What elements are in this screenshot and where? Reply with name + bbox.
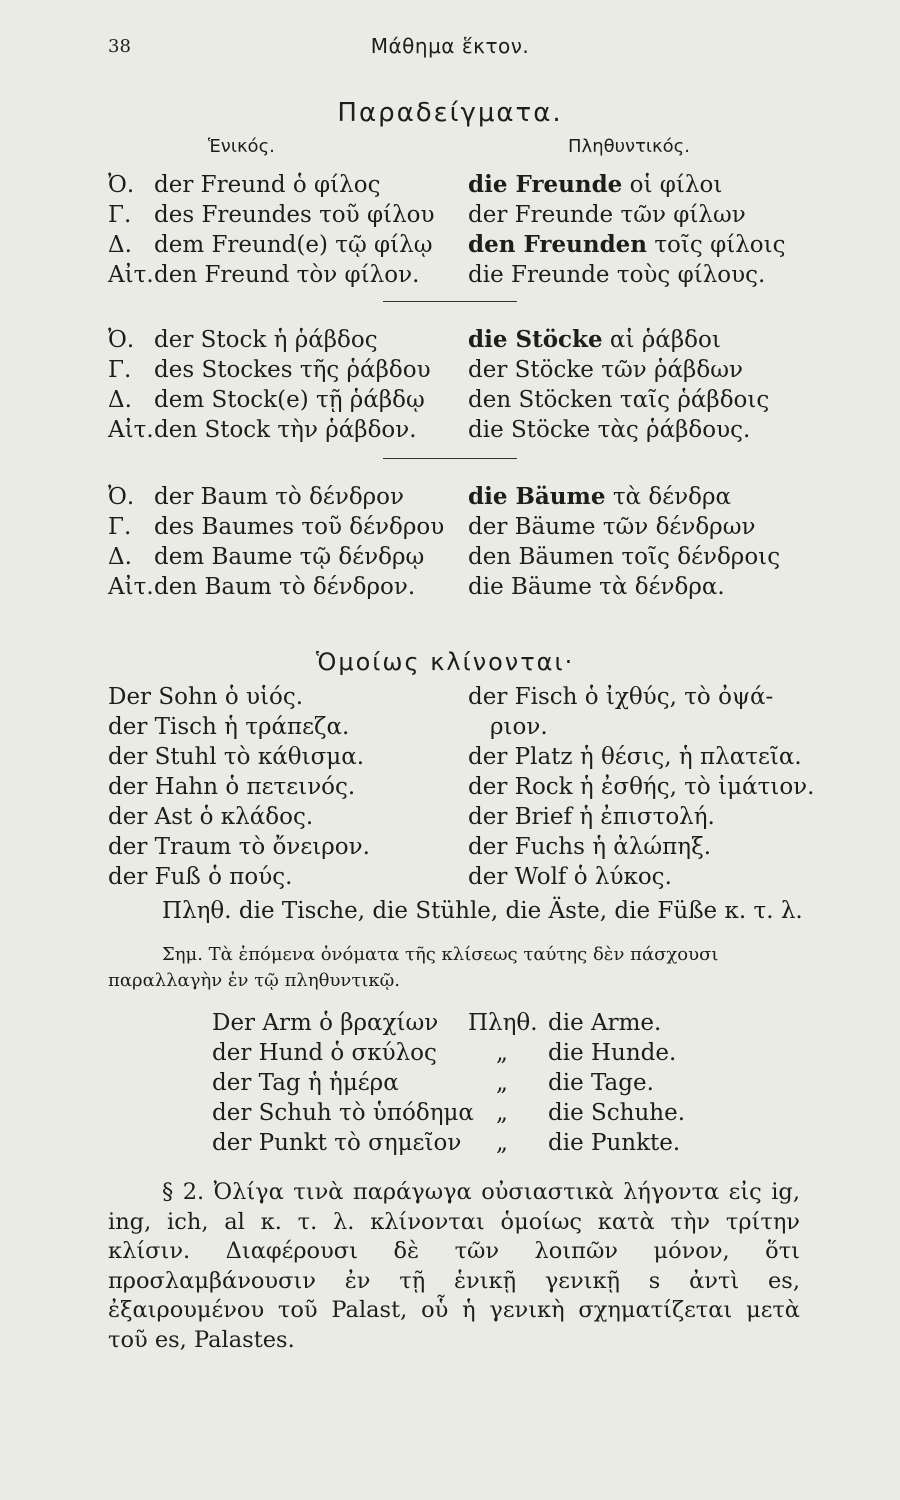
table-plural: die Hunde. [548,1040,677,1066]
plural-form-greek: οἱ φίλοι [629,172,723,198]
list-item: der Fuß ὁ πούς. [108,864,293,890]
paradigm-stock-plural [468,325,769,445]
declension-row [108,355,431,385]
declension-row [108,542,444,572]
list-item: Der Sohn ὁ υἱός. [108,684,304,710]
table-row [212,1008,685,1038]
paradigm-baum-singular [108,482,444,602]
case-label: Αἰτ. [108,574,154,600]
ditto-mark: „ [496,1040,508,1066]
case-label: Γ. [108,202,132,228]
declension-form: den Stock τὴν ῥάβδον. [154,417,417,443]
case-label: Ὀ. [108,172,135,198]
list-item: der Hahn ὁ πετεινός. [108,774,356,800]
case-label: Αἰτ. [108,262,154,288]
declension-row [108,260,434,290]
declension-row [468,200,786,230]
section-text: Ὀλίγα τινὰ παράγωγα οὐσιαστικὰ λήγοντα εἰς ig, ing, ich, al κ. τ. λ. κλίνονται ὁμοίως κατὰ τὴν τρίτην κλίσιν. Διαφέρουσι δὲ τῶν λοιπῶν μόνον, ὅτι προσλαμβάνουσιν ἐν τῇ ἑνικῇ γενικῇ s ἀντὶ es, ἐξαιρουμένου τοῦ Palast, οὗ ἡ γενικὴ σχηματίζεται μετὰ τοῦ es, Palastes. [108,1179,800,1353]
case-label: Δ. [108,544,132,570]
section-mark: § 2. [162,1179,205,1205]
plural-form-german: die Stöcke [468,326,603,353]
list-item: der Fuchs ἡ ἀλώπηξ. [468,834,712,860]
table-plural: die Tage. [548,1070,654,1096]
list-item: der Tisch ἡ τράπεζα. [108,714,350,740]
case-label: Αἰτ. [108,417,154,443]
declension-row [108,230,434,260]
declension-row [468,325,769,355]
table-plural: die Punkte. [548,1130,681,1156]
plural-form-german: der Bäume [468,514,596,540]
table-plural-mark: Πληθ. [468,1010,538,1036]
declension-form: der Stock ἡ ῥάβδος [154,327,378,353]
declension-row [108,385,431,415]
case-label: Δ. [108,387,132,413]
declension-row [468,170,786,200]
plural-form-german: der Freunde [468,202,614,228]
declension-row [468,355,769,385]
paradigm-freund-singular [108,170,434,290]
similar-heading: Ὁμοίως κλίνονται· [316,648,575,676]
note-line-1: Σημ. Τὰ ἑπόμενα ὀνόματα τῆς κλίσεως ταύτης δὲν πάσχουσι [162,944,719,965]
case-label: Δ. [108,232,132,258]
declension-row [108,572,444,602]
declension-form: dem Freund(e) τῷ φίλῳ [154,232,433,258]
declension-row [108,482,444,512]
plural-form-greek: τοὺς φίλους. [616,262,766,288]
declension-form: den Baum τὸ δένδρον. [154,574,416,600]
note-line-2: παραλλαγὴν ἐν τῷ πληθυντικῷ. [108,970,400,991]
plural-form-german: die Stöcke [468,417,591,443]
plural-form-greek: ταῖς ῥάβδοις [619,387,770,413]
running-title: Μάθημα ἕκτον. [370,34,530,58]
page-number: 38 [108,36,131,57]
list-item: der Stuhl τὸ κάθισμα. [108,744,365,770]
table-row [212,1128,685,1158]
list-item: der Rock ἡ ἐσθής, τὸ ἱμάτιον. [468,774,815,800]
plural-form-german: die Freunde [468,262,610,288]
plural-form-greek: τῶν δένδρων [602,514,756,540]
declension-form: dem Baume τῷ δένδρῳ [154,544,425,570]
case-label: Γ. [108,514,132,540]
list-item: der Brief ἡ ἐπιστολή. [468,804,715,830]
declension-row [468,572,780,602]
list-item: der Ast ὁ κλάδος. [108,804,314,830]
declension-row [468,512,780,542]
plural-header: Πληθυντικός. [568,136,690,157]
table-row [212,1068,685,1098]
list-item: der Platz ἡ θέσις, ἡ πλατεῖα. [468,744,802,770]
declension-row [468,260,786,290]
plural-form-greek: τοῖς φίλοις [654,232,786,258]
paradigm-baum-plural [468,482,780,602]
table-singular: der Schuh τὸ ὑπόδημα [212,1100,474,1126]
plural-form-greek: τῶν φίλων [620,202,746,228]
table-row [212,1038,685,1068]
declension-form: den Freund τὸν φίλον. [154,262,420,288]
divider [383,301,517,302]
declension-form: dem Stock(e) τῇ ῥάβδῳ [154,387,425,413]
plural-form-german: den Bäumen [468,544,615,570]
table-singular: der Punkt τὸ σημεῖον [212,1130,462,1156]
declension-row [108,512,444,542]
table-singular: Der Arm ὁ βραχίων [212,1010,439,1036]
case-label: Ὀ. [108,484,135,510]
declension-row [468,385,769,415]
ditto-mark: „ [496,1070,508,1096]
list-item: der Wolf ὁ λύκος. [468,864,672,890]
section-paragraph [108,1178,800,1355]
declension-row [108,200,434,230]
ditto-mark: „ [496,1100,508,1126]
plural-table [212,1008,685,1158]
declension-row [108,325,431,355]
declension-row [468,482,780,512]
declension-form: der Baum τὸ δένδρον [154,484,405,510]
plural-form-greek: τοῖς δένδροις [621,544,781,570]
table-plural: die Schuhe. [548,1100,686,1126]
singular-header: Ἑνικός. [208,136,275,157]
declension-form: des Freundes τοῦ φίλου [154,202,435,228]
paradigm-freund-plural [468,170,786,290]
similar-list-right [468,682,814,892]
similar-list-left [108,682,370,892]
declension-row [108,170,434,200]
declension-row [468,415,769,445]
declension-row [468,542,780,572]
plural-form-german: die Freunde [468,171,623,198]
declension-row [108,415,431,445]
table-row [212,1098,685,1128]
case-label: Ὀ. [108,327,135,353]
plural-form-german: den Stöcken [468,387,613,413]
declension-row [468,230,786,260]
declension-form: der Freund ὁ φίλος [154,172,381,198]
plural-form-german: die Bäume [468,574,592,600]
plural-example-line: Πληθ. die Tische, die Stühle, die Äste, die Füße κ. τ. λ. [162,898,803,924]
plural-form-german: der Stöcke [468,357,594,383]
plural-form-greek: αἱ ῥάβδοι [609,327,721,353]
list-item: der Fisch ὁ ἰχθύς, τὸ ὀψά- [468,684,774,710]
table-plural: die Arme. [548,1010,662,1036]
declension-form: des Stockes τῆς ῥάβδου [154,357,431,383]
section-title: Παραδείγματα. [337,98,563,128]
table-singular: der Hund ὁ σκύλος [212,1040,437,1066]
plural-form-greek: τὰ δένδρα [612,484,732,510]
declension-form: des Baumes τοῦ δένδρου [154,514,445,540]
divider [383,458,517,459]
plural-form-greek: τὰς ῥάβδους. [597,417,751,443]
paradigm-stock-singular [108,325,431,445]
ditto-mark: „ [496,1130,508,1156]
plural-form-german: den Freunden [468,231,648,258]
table-singular: der Tag ἡ ἡμέρα [212,1070,399,1096]
plural-form-greek: τῶν ῥάβδων [601,357,743,383]
plural-form-greek: τὰ δένδρα. [599,574,725,600]
case-label: Γ. [108,357,132,383]
list-item: der Traum τὸ ὄνειρον. [108,834,370,860]
list-item: ριον. [490,714,548,740]
plural-form-german: die Bäume [468,483,606,510]
